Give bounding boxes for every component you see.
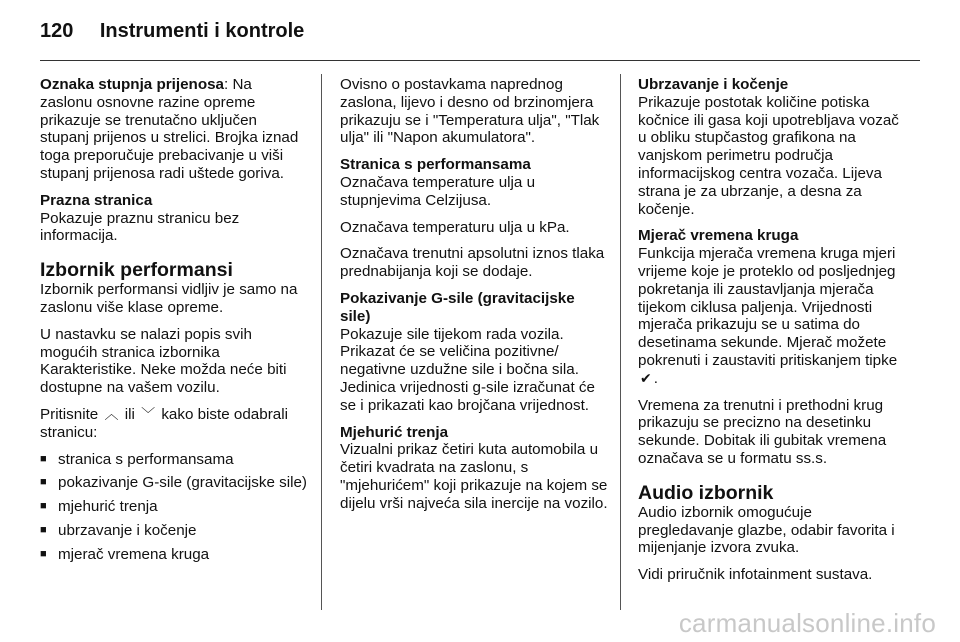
- lap-text: Funkcija mjerača vremena kruga mjeri vrijeme koje je proteklo od posljednjeg pokretanja ili zaustavljanja mjerača tijekom ciklusa paljenja. Vrijednosti mjerača prikazuju se u satima do desetinama sekunde. Mjerač možete pokrenuti i zaustaviti pritiskanjem tipke: [638, 245, 898, 369]
- lap-heading: Mjerač vremena kruga: [638, 227, 799, 245]
- options-text: Ovisno o postavkama naprednog zaslona, lijevo i desno od brzinomjera prikazuju se i "Temperatura ulja", "Tlak ulja" ili "Napon akumulatora".: [340, 76, 600, 147]
- paragraph-blank: [40, 192, 308, 245]
- header-rule: [40, 60, 920, 61]
- chevron-up-icon: ︿: [104, 405, 119, 422]
- watermark: carmanualsonline.info: [678, 608, 936, 638]
- paragraph-g-force: [340, 290, 608, 415]
- paragraph-performance-page: [340, 156, 608, 209]
- list-intro: U nastavku se nalazi popis svih mogućih stranica izbornika Karakteristike. Neke možda neće biti dostupne na vašem vozilu.: [40, 325, 287, 397]
- list-item: ■ mjehurić trenja: [40, 498, 308, 516]
- accel-text: Prikazuje postotak količine potiska kočnice ili gasa koji upotrebljava vozač u obliku stupčastog grafikona na vanjskom perimetru područja informacijskog centra vozača. Lijeva strana je za ubrzanje, a desna za kočenje.: [638, 93, 899, 218]
- perf-text-3: Označava trenutni apsolutni iznos tlaka prednabijanja koji se dodaje.: [340, 245, 605, 281]
- paragraph-friction-bubble: [340, 424, 608, 513]
- page-number: 120: [40, 20, 74, 42]
- chevron-down-icon: ﹀: [141, 405, 156, 422]
- paragraph-lap-timer: [638, 227, 906, 387]
- press-text-or: ili: [124, 405, 135, 423]
- column-divider: [620, 74, 621, 610]
- section-intro: Izbornik performansi vidljiv je samo na zaslonu više klase opreme.: [40, 281, 298, 316]
- section-title-audio: Audio izbornik: [638, 481, 774, 504]
- paragraph-gear: [40, 76, 308, 183]
- list-item: ■ mjerač vremena kruga: [40, 546, 308, 564]
- list-item: ■ pokazivanje G-sile (gravitacijske sile): [40, 474, 308, 492]
- lap-text-2: Vremena za trenutni i prethodni krug prikazuju se precizno na desetinku sekunde. Dobitak ili gubitak vremena označava se u formatu ss.s.: [638, 396, 887, 467]
- header-title: Instrumenti i kontrole: [99, 20, 305, 42]
- blank-text: Pokazuje praznu stranicu bez informacija.: [40, 209, 240, 245]
- audio-text: Audio izbornik omogućuje pregledavanje glazbe, odabir favorita i mijenjanje izvora zvuka.: [638, 503, 895, 557]
- list-item: ■ stranica s performansama: [40, 451, 308, 469]
- bubble-text: Vizualni prikaz četiri kuta automobila u četiri kvadrata na zaslonu, s "mjehurićem" koji prikazuje na kojem se dijelu vrši najveća sila inercije na vozilo.: [340, 441, 608, 512]
- press-instruction: [40, 406, 308, 442]
- column-middle: [340, 76, 608, 522]
- column-right: [638, 76, 906, 593]
- checkmark-icon: ✔: [640, 369, 652, 386]
- accel-heading: Ubrzavanje i kočenje: [638, 76, 789, 93]
- gear-text: : Na zaslonu osnovne razine opreme prikazuje se trenutačno uključen stupanj prijenos u strelici. Brojka iznad toga preporučuje prebacivanje u viši stupanj prijenosa radi uštede goriva.: [40, 76, 299, 182]
- column-divider: [321, 74, 322, 610]
- perf-text-1: Označava temperature ulja u stupnjevima Celzijusa.: [340, 173, 536, 209]
- list-item: ■ ubrzavanje i kočenje: [40, 522, 308, 540]
- gear-heading: Oznaka stupnja prijenosa: [40, 76, 224, 93]
- press-text-b: kako biste odabrali stranicu:: [40, 405, 288, 441]
- perf-text-2: Označava temperaturu ulja u kPa.: [340, 218, 570, 236]
- column-left: [40, 76, 308, 570]
- pages-list: [40, 451, 308, 564]
- page-header: [40, 20, 304, 46]
- lap-text-end: .: [653, 369, 658, 387]
- paragraph-accel-brake: [638, 76, 906, 218]
- blank-heading: Prazna stranica: [40, 191, 153, 209]
- section-title-performance: Izbornik performansi: [40, 259, 233, 282]
- bubble-heading: Mjehurić trenja: [340, 423, 449, 441]
- perf-heading: Stranica s performansama: [340, 156, 531, 174]
- press-text-a: Pritisnite: [40, 405, 99, 423]
- g-force-heading: Pokazivanje G-sile (gravitacijske sile): [340, 289, 575, 325]
- g-force-text: Pokazuje sile tijekom rada vozila. Prikazat će se veličina pozitivne/ negativne uzdužne sile i bočna sila. Jedinica vrijednosti g-sile izračunat će se i prikazati kao brojčana vrijednost.: [340, 325, 595, 414]
- audio-text-2: Vidi priručnik infotainment sustava.: [638, 566, 873, 584]
